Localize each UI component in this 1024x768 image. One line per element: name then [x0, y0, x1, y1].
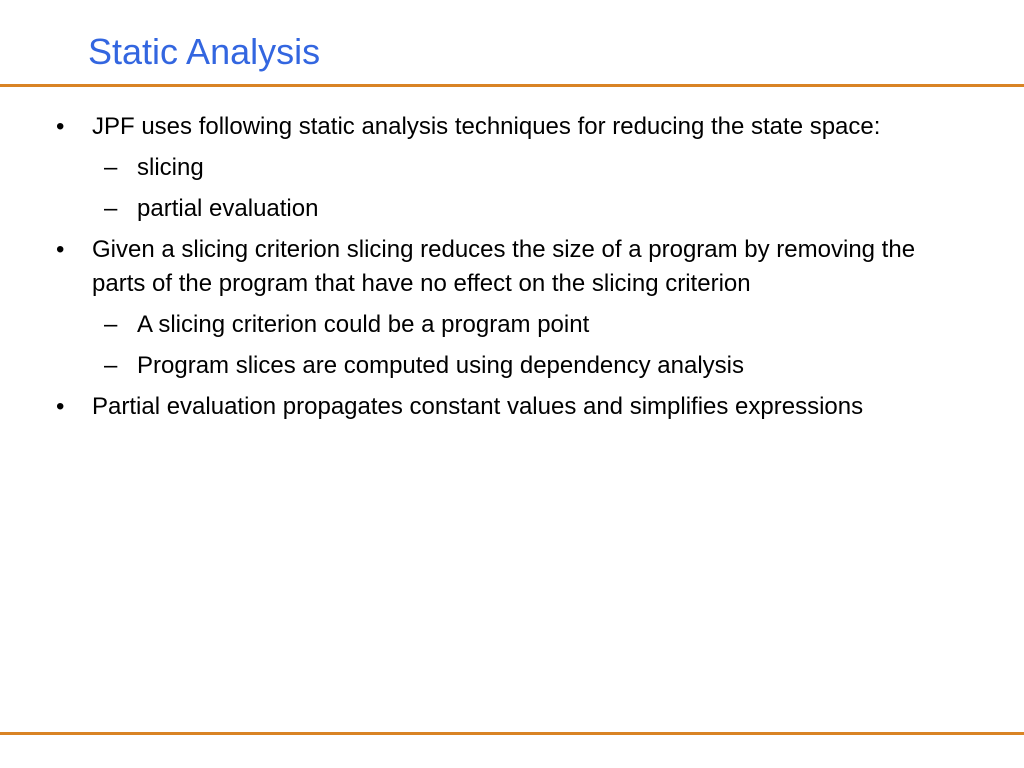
bottom-divider: [0, 732, 1024, 735]
sub-bullet-text: A slicing criterion could be a program point: [137, 311, 590, 338]
sub-bullet-marker: –: [104, 154, 118, 181]
bullet-item: [0, 390, 1024, 424]
bullet-marker: •: [56, 113, 65, 140]
bullet-marker: •: [56, 236, 65, 263]
sub-bullet-item: [0, 308, 1024, 342]
sub-bullet-marker: –: [104, 195, 118, 222]
bullet-item: [0, 233, 1024, 301]
slide-title: Static Analysis: [88, 31, 321, 72]
sub-bullet-item: [0, 192, 1024, 226]
sub-bullet-item: [0, 349, 1024, 383]
sub-bullet-marker: –: [104, 311, 118, 338]
sub-bullet-text: partial evaluation: [137, 195, 319, 222]
sub-bullet-text: Program slices are computed using dependency analysis: [137, 352, 744, 379]
bullet-text: Given a slicing criterion slicing reduces the size of a program by removing the parts of the program that have no effect on the slicing criterion: [92, 236, 916, 297]
bullet-text: JPF uses following static analysis techniques for reducing the state space:: [92, 113, 881, 140]
sub-bullet-marker: –: [104, 352, 118, 379]
slide-content: [0, 110, 1024, 431]
bullet-item: [0, 110, 1024, 144]
sub-bullet-text: slicing: [137, 154, 204, 181]
top-divider: [0, 84, 1024, 87]
sub-bullet-item: [0, 151, 1024, 185]
bullet-marker: •: [56, 393, 65, 420]
bullet-text: Partial evaluation propagates constant values and simplifies expressions: [92, 393, 864, 420]
